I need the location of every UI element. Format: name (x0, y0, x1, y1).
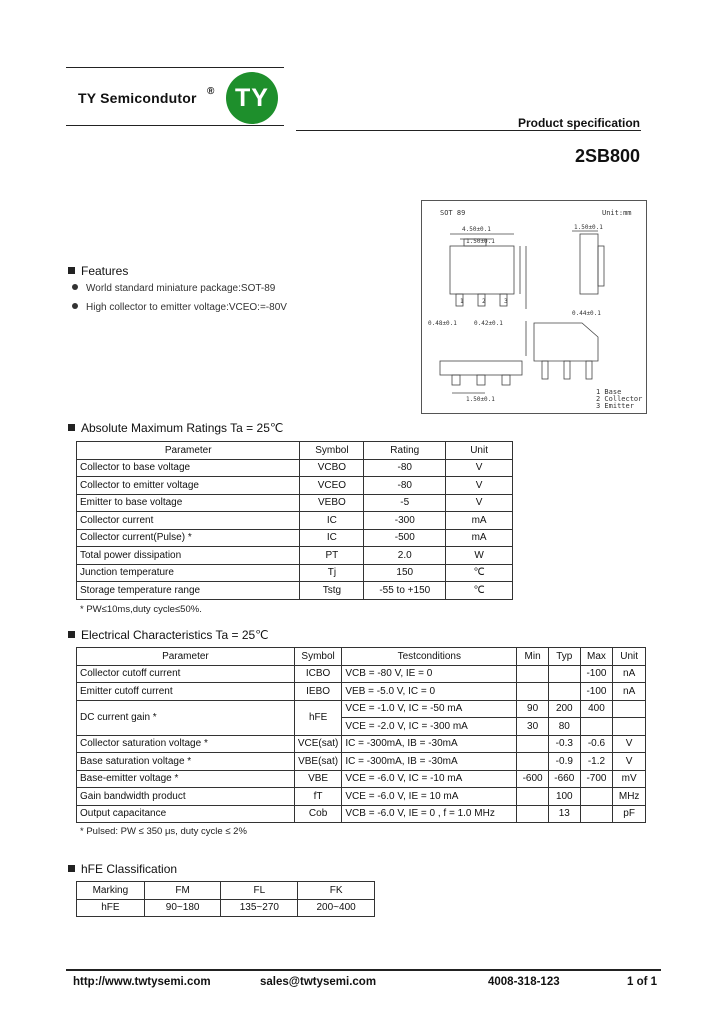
column-header: Marking (77, 882, 145, 900)
table-cell: VCE = -6.0 V, IE = 10 mA (342, 788, 517, 806)
table-row (77, 788, 646, 806)
table-row (77, 564, 513, 582)
table-cell: Cob (294, 805, 342, 823)
table-cell (517, 735, 549, 753)
feature-item (72, 283, 275, 294)
hfe-title: hFE Classification (81, 862, 178, 876)
svg-text:3: 3 (504, 298, 508, 305)
table-cell: IEBO (294, 683, 342, 701)
table-cell: Total power dissipation (77, 547, 300, 565)
table-cell: Gain bandwidth product (77, 788, 295, 806)
table-cell: 150 (364, 564, 446, 582)
table-cell (517, 788, 549, 806)
column-header: FM (144, 882, 221, 900)
pin-legend-collector: 2 Collector (596, 395, 643, 403)
table-cell: -100 (580, 683, 613, 701)
table-row (77, 805, 646, 823)
table-row (77, 582, 513, 600)
table-cell: 90~180 (144, 899, 221, 917)
column-header: Min (517, 648, 549, 666)
table-cell: Junction temperature (77, 564, 300, 582)
table-cell: VBE (294, 770, 342, 788)
table-cell (517, 683, 549, 701)
column-header: FL (221, 882, 298, 900)
table-cell: 200 (548, 700, 580, 718)
pin-legend (596, 389, 642, 410)
sot89-outline-svg (422, 201, 646, 413)
abs-max-note: * PW≤10ms,duty cycle≤50%. (80, 604, 202, 615)
pin-legend-emitter: 3 Emitter (596, 402, 634, 410)
table-cell: IC = -300mA, IB = -30mA (342, 735, 517, 753)
table-cell: nA (613, 683, 646, 701)
bullet-square-icon (68, 865, 75, 872)
table-cell: -80 (364, 459, 446, 477)
table-cell: Collector current(Pulse) * (77, 529, 300, 547)
column-header: Parameter (77, 442, 300, 460)
table-cell: -500 (364, 529, 446, 547)
table-cell: VCE = -1.0 V, IC = -50 mA (342, 700, 517, 718)
table-cell: -1.2 (580, 753, 613, 771)
column-header: Unit (446, 442, 513, 460)
table-cell: hFE (294, 700, 342, 735)
bullet-square-icon (68, 424, 75, 431)
table-cell: ℃ (446, 564, 513, 582)
table-cell: VCBO (300, 459, 364, 477)
table-cell: Emitter cutoff current (77, 683, 295, 701)
table-cell: V (446, 477, 513, 495)
registered-mark: ® (207, 86, 215, 97)
bullet-dot-icon (72, 303, 78, 309)
table-cell: IC (300, 529, 364, 547)
svg-text:2: 2 (482, 298, 486, 305)
table-cell: -55 to +150 (364, 582, 446, 600)
feature-text: High collector to emitter voltage:VCEO:=-80V (86, 302, 287, 313)
table-cell: -100 (580, 665, 613, 683)
table-cell: VCB = -6.0 V, IE = 0 , f = 1.0 MHz (342, 805, 517, 823)
table-cell: Collector to emitter voltage (77, 477, 300, 495)
svg-text:1.50±0.1: 1.50±0.1 (574, 224, 603, 231)
svg-text:4.50±0.1: 4.50±0.1 (462, 226, 491, 233)
column-header: Testconditions (342, 648, 517, 666)
part-number: 2SB800 (574, 146, 640, 166)
table-cell: fT (294, 788, 342, 806)
table-cell: -0.9 (548, 753, 580, 771)
brand-name: TY Semicondutor (78, 90, 197, 106)
table-cell (613, 718, 646, 736)
table-cell: VCB = -80 V, IE = 0 (342, 665, 517, 683)
header-brand-rule (66, 125, 284, 126)
table-cell: -5 (364, 494, 446, 512)
table-cell: Storage temperature range (77, 582, 300, 600)
table-row (77, 700, 646, 718)
elec-note: * Pulsed: PW ≤ 350 μs, duty cycle ≤ 2% (80, 826, 247, 837)
column-header: Max (580, 648, 613, 666)
table-cell (548, 665, 580, 683)
svg-text:0.42±0.1: 0.42±0.1 (474, 320, 503, 327)
table-cell: IC (300, 512, 364, 530)
column-header: Typ (548, 648, 580, 666)
svg-text:0.44±0.1: 0.44±0.1 (572, 310, 601, 317)
column-header: Symbol (300, 442, 364, 460)
table-cell: 13 (548, 805, 580, 823)
bullet-square-icon (68, 267, 75, 274)
table-cell: 100 (548, 788, 580, 806)
footer-page-number: 1 of 1 (627, 976, 658, 988)
table-cell (580, 805, 613, 823)
table-cell: 30 (517, 718, 549, 736)
feature-text: World standard miniature package:SOT-89 (86, 283, 276, 294)
table-cell: VCE(sat) (294, 735, 342, 753)
table-cell: Collector cutoff current (77, 665, 295, 683)
table-row (77, 494, 513, 512)
table-row (77, 770, 646, 788)
table-cell: Tj (300, 564, 364, 582)
table-cell: MHz (613, 788, 646, 806)
table-header-row (77, 882, 375, 900)
table-row (77, 529, 513, 547)
header-spec-rule (296, 130, 641, 131)
table-cell: Base saturation voltage * (77, 753, 295, 771)
table-header-row (77, 648, 646, 666)
table-cell: IC = -300mA, IB = -30mA (342, 753, 517, 771)
table-cell: 80 (548, 718, 580, 736)
table-cell: VCE = -6.0 V, IC = -10 mA (342, 770, 517, 788)
table-row (77, 547, 513, 565)
table-row (77, 899, 375, 917)
package-name: SOT 89 (440, 209, 466, 217)
table-row (77, 512, 513, 530)
table-row (77, 683, 646, 701)
table-cell: V (613, 753, 646, 771)
table-cell: Output capacitance (77, 805, 295, 823)
table-cell (517, 753, 549, 771)
table-cell: 135~270 (221, 899, 298, 917)
table-cell (580, 788, 613, 806)
table-cell: Base-emitter voltage * (77, 770, 295, 788)
table-cell: VCE = -2.0 V, IC = -300 mA (342, 718, 517, 736)
ty-logo: TY (226, 72, 278, 124)
column-header: Unit (613, 648, 646, 666)
table-cell: 200~400 (298, 899, 375, 917)
column-header: Rating (364, 442, 446, 460)
table-row (77, 735, 646, 753)
table-cell: Collector saturation voltage * (77, 735, 295, 753)
table-cell: 400 (580, 700, 613, 718)
table-cell: Collector to base voltage (77, 459, 300, 477)
table-cell (517, 665, 549, 683)
svg-text:1: 1 (460, 298, 464, 305)
table-row (77, 459, 513, 477)
package-unit: Unit:mm (602, 209, 632, 217)
table-cell: -0.3 (548, 735, 580, 753)
table-cell: ℃ (446, 582, 513, 600)
bullet-square-icon (68, 631, 75, 638)
features-title: Features (81, 264, 129, 278)
product-specification-label: Product specification (517, 116, 640, 130)
hfe-heading (68, 862, 177, 876)
table-cell: VEBO (300, 494, 364, 512)
column-header: Parameter (77, 648, 295, 666)
features-heading (68, 264, 128, 278)
elec-table (76, 647, 646, 823)
table-cell: V (613, 735, 646, 753)
table-cell: DC current gain * (77, 700, 295, 735)
pin-legend-base: 1 Base (596, 388, 622, 396)
elec-heading (68, 628, 269, 642)
footer-rule (66, 969, 661, 971)
table-row (77, 665, 646, 683)
table-cell: -80 (364, 477, 446, 495)
footer-phone: 4008-318-123 (488, 976, 560, 988)
svg-text:1.50±0.1: 1.50±0.1 (466, 238, 495, 245)
table-cell: -660 (548, 770, 580, 788)
table-cell: -700 (580, 770, 613, 788)
table-cell: VBE(sat) (294, 753, 342, 771)
table-cell: Tstg (300, 582, 364, 600)
table-cell: V (446, 494, 513, 512)
table-header-row (77, 442, 513, 460)
table-cell: -0.6 (580, 735, 613, 753)
feature-item (72, 302, 287, 313)
footer-website-link[interactable]: http://www.twtysemi.com (73, 976, 211, 988)
table-cell: hFE (77, 899, 145, 917)
bullet-dot-icon (72, 284, 78, 290)
table-cell (548, 683, 580, 701)
table-cell: ICBO (294, 665, 342, 683)
abs-max-title: Absolute Maximum Ratings Ta = 25℃ (81, 421, 284, 435)
column-header: Symbol (294, 648, 342, 666)
table-cell: mA (446, 512, 513, 530)
table-cell (580, 718, 613, 736)
header-top-rule (66, 67, 284, 68)
table-row (77, 477, 513, 495)
table-cell: VCEO (300, 477, 364, 495)
hfe-table (76, 881, 375, 917)
footer-email-link[interactable]: sales@twtysemi.com (260, 976, 377, 988)
svg-text:1.50±0.1: 1.50±0.1 (466, 396, 495, 403)
table-cell (517, 805, 549, 823)
svg-text:0.48±0.1: 0.48±0.1 (428, 320, 457, 327)
table-cell: PT (300, 547, 364, 565)
table-cell: pF (613, 805, 646, 823)
table-cell: nA (613, 665, 646, 683)
table-cell: Emitter to base voltage (77, 494, 300, 512)
column-header: FK (298, 882, 375, 900)
table-cell (613, 700, 646, 718)
table-cell: 90 (517, 700, 549, 718)
elec-title: Electrical Characteristics Ta = 25℃ (81, 628, 269, 642)
table-row (77, 753, 646, 771)
table-cell: -300 (364, 512, 446, 530)
table-cell: W (446, 547, 513, 565)
table-cell: V (446, 459, 513, 477)
package-drawing (421, 200, 647, 414)
table-cell: mA (446, 529, 513, 547)
table-cell: VEB = -5.0 V, IC = 0 (342, 683, 517, 701)
table-cell: mV (613, 770, 646, 788)
abs-max-table (76, 441, 513, 600)
abs-max-heading (68, 421, 283, 435)
table-cell: 2.0 (364, 547, 446, 565)
table-cell: Collector current (77, 512, 300, 530)
table-cell: -600 (517, 770, 549, 788)
